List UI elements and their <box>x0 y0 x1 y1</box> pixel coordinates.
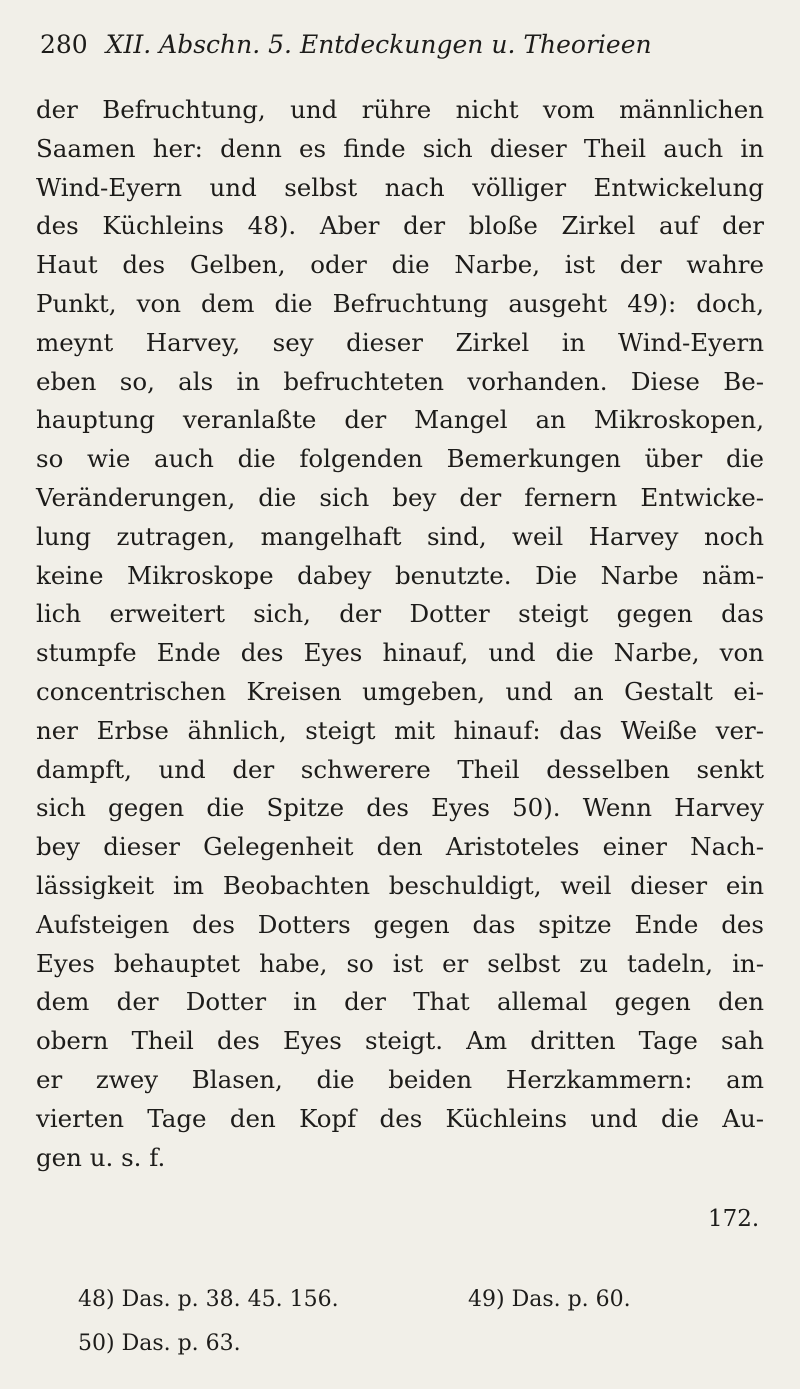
text-line: meynt Harvey, sey dieser Zirkel in Wind-Eyern <box>36 327 764 357</box>
text-line: dampft, und der schwerere Theil desselben senkt <box>36 754 764 784</box>
text-line: sich gegen die Spitze des Eyes 50). Wenn Harvey <box>36 793 764 823</box>
text-line: des Küchleins 48). Aber der bloße Zirkel auf der <box>36 211 764 241</box>
footnote-50: 50) Das. p. 63. <box>78 1331 241 1356</box>
footnote-49: 49) Das. p. 60. <box>468 1287 631 1312</box>
footnote-48: 48) Das. p. 38. 45. 156. <box>78 1287 339 1312</box>
running-title: XII. Abschn. 5. Entdeckungen u. Theorieen <box>105 30 652 59</box>
text-line: Wind-Eyern und selbst nach völliger Entwickelung <box>36 172 764 202</box>
footnotes <box>78 1278 738 1366</box>
text-line: vierten Tage den Kopf des Küchleins und die Au- <box>36 1103 764 1133</box>
text-line: dem der Dotter in der That allemal gegen den <box>36 987 764 1017</box>
text-line: der Befruchtung, und rühre nicht vom männlichen <box>36 95 764 124</box>
text-line: stumpfe Ende des Eyes hinauf, und die Narbe, von <box>36 638 764 668</box>
text-line: Aufsteigen des Dotters gegen das spitze Ende des <box>36 909 764 939</box>
text-line: so wie auch die folgenden Bemerkungen über die <box>36 444 764 474</box>
text-line: eben so, als in befruchteten vorhanden. Diese Be- <box>36 366 764 396</box>
text-line: Saamen her: denn es finde sich dieser Theil auch in <box>36 133 764 163</box>
text-line: bey dieser Gelegenheit den Aristoteles einer Nach- <box>36 832 764 862</box>
text-line: hauptung veranlaßte der Mangel an Mikroskopen, <box>36 405 764 435</box>
body-text <box>36 91 764 1177</box>
text-line: lässigkeit im Beobachten beschuldigt, weil dieser ein <box>36 870 764 900</box>
catchword: 172. <box>708 1206 760 1232</box>
text-line: lich erweitert sich, der Dotter steigt gegen das <box>36 599 764 629</box>
text-line: lung zutragen, mangelhaft sind, weil Harvey noch <box>36 521 764 551</box>
text-line: concentrischen Kreisen umgeben, und an Gestalt ei- <box>36 676 764 706</box>
text-line: keine Mikroskope dabey benutzte. Die Narbe näm- <box>36 560 764 590</box>
text-line: Haut des Gelben, oder die Narbe, ist der wahre <box>36 250 764 280</box>
text-line: gen u. s. f. <box>36 1142 166 1172</box>
text-line: obern Theil des Eyes steigt. Am dritten Tage sah <box>36 1026 764 1056</box>
running-header <box>40 30 760 59</box>
text-line: er zwey Blasen, die beiden Herzkammern: am <box>36 1064 764 1094</box>
text-line: Punkt, von dem die Befruchtung ausgeht 49): doch, <box>36 288 764 318</box>
text-line: Veränderungen, die sich bey der fernern Entwicke- <box>36 482 764 512</box>
page-number: 280 <box>40 30 88 59</box>
text-line: ner Erbse ähnlich, steigt mit hinauf: das Weiße ver- <box>36 715 764 745</box>
text-line: Eyes behauptet habe, so ist er selbst zu tadeln, in- <box>36 948 764 978</box>
